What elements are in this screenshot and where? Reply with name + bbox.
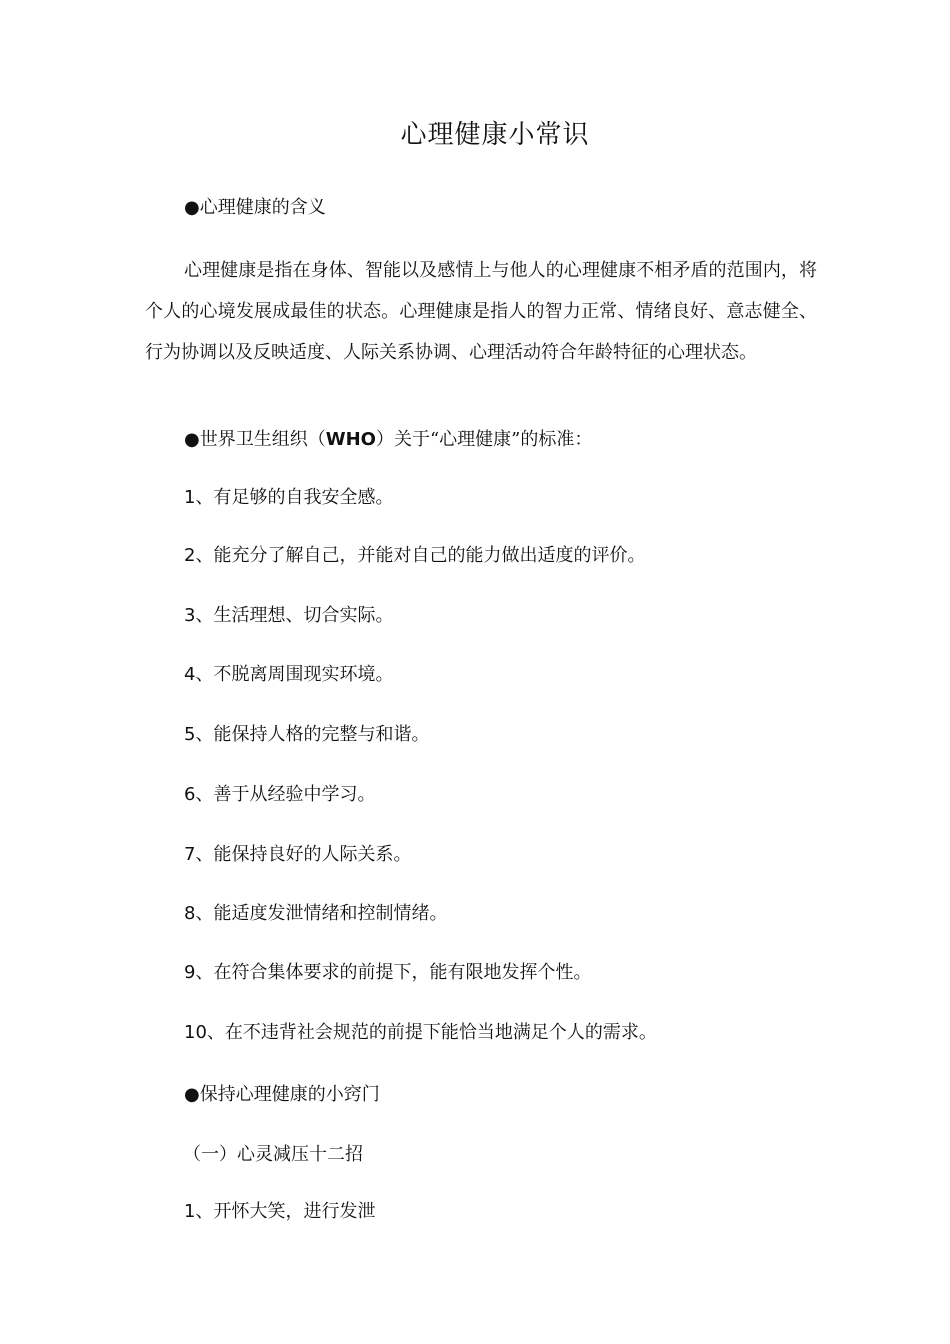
list-item-number: 10: [184, 1022, 207, 1043]
list-item: [184, 541, 645, 567]
list-item-text: 、能保持良好的人际关系。: [195, 844, 412, 865]
list-item-number: 5: [184, 724, 196, 745]
list-item: [184, 840, 411, 866]
list-item: [184, 1018, 657, 1044]
who-abbreviation: WHO: [325, 429, 376, 450]
list-item-text: 、能适度发泄情绪和控制情绪。: [195, 903, 448, 924]
heading-prefix: ●世界卫生组织（: [184, 429, 326, 450]
section-heading-meaning: ●心理健康的含义: [184, 197, 326, 218]
list-item-text: 、善于从经验中学习。: [195, 784, 376, 805]
list-item: [184, 601, 393, 627]
list-item: [184, 899, 447, 925]
list-item-text: 、能保持人格的完整与和谐。: [195, 724, 430, 745]
list-item-number: 1: [184, 1201, 196, 1222]
section-heading-who-standards: [184, 425, 592, 451]
list-item: [184, 958, 591, 984]
list-item-text: 、生活理想、切合实际。: [195, 605, 394, 626]
list-item: [184, 780, 375, 806]
list-item-text: 、能充分了解自己，并能对自己的能力做出适度的评价。: [195, 545, 646, 566]
list-item-text: 、在不违背社会规范的前提下能恰当地满足个人的需求。: [206, 1022, 657, 1043]
list-item-number: 4: [184, 664, 196, 685]
list-item: [184, 660, 393, 686]
list-item-text: 、不脱离周围现实环境。: [195, 664, 394, 685]
list-item-number: 2: [184, 545, 196, 566]
list-item-number: 3: [184, 605, 196, 626]
list-item: [184, 483, 393, 509]
list-item: [184, 720, 429, 746]
subsection-heading: （一）心灵减压十二招: [183, 1144, 363, 1165]
list-item-number: 6: [184, 784, 196, 805]
list-item-number: 1: [184, 487, 196, 508]
heading-suffix: ）关于“心理健康”的标准：: [375, 429, 593, 450]
list-item-number: 9: [184, 962, 196, 983]
list-item-text: 、在符合集体要求的前提下，能有限地发挥个性。: [195, 962, 592, 983]
list-item-text: 、开怀大笑，进行发泄: [195, 1201, 376, 1222]
section-heading-tips: ●保持心理健康的小窍门: [184, 1084, 380, 1105]
list-item-text: 、有足够的自我安全感。: [195, 487, 394, 508]
list-item-number: 8: [184, 903, 196, 924]
list-item: [184, 1197, 375, 1223]
list-item-number: 7: [184, 844, 196, 865]
definition-paragraph: 心理健康是指在身体、智能以及感情上与他人的心理健康不相矛盾的范围内，将个人的心境发展成最佳的状态。心理健康是指人的智力正常、情绪良好、意志健全、行为协调以及反映适度、人际关系协调、心理活动符合年龄特征的心理状态。: [145, 260, 817, 363]
document-title: 心理健康小常识: [400, 120, 590, 150]
